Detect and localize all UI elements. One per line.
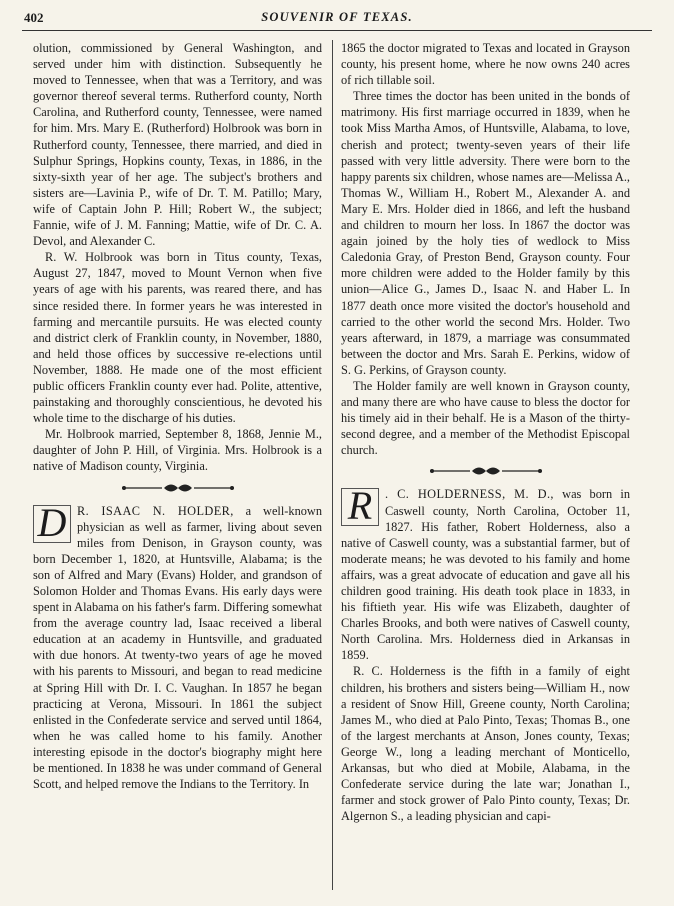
biography-name: . C. HOLDERNESS, M. D., [385, 487, 554, 502]
page-number: 402 [24, 10, 44, 25]
ornament-divider [426, 464, 546, 478]
header-rule [22, 30, 652, 31]
column-divider [332, 40, 333, 890]
drop-cap: R [341, 488, 379, 526]
biography-text: was born in Caswell county, North Carolina, October 11, 1827. His father, Robert Holderness, also a native of Caswell county, was a substantial farmer, but of moderate means; he was devoted to his family and home affairs, was a great advocate of education and gave all his children good training. His death took place in 1833, in his fiftieth year. His wife was Elizabeth, daughter of Charles Brooks, and both were natives of Caswell county, North Carolina. Mrs. Holderness died in Arkansas in 1859. [341, 487, 630, 663]
paragraph: 1865 the doctor migrated to Texas and located in Grayson county, his present home, where he now owns 240 acres of rich tillable soil. [341, 41, 630, 88]
biography-text: a well-known physician as well as farmer, living about seven miles from Denison, in Grayson county, was born December 1, 1820, at Huntsville, Alabama; is the son of Alfred and Mary (Evans) Holder, and grandson of Solomon Holder and Thomas Evans. His early days were spent in Alabama on his father's farm. Differing somewhat from the average country lad, Isaac received a liberal education at an academy in Huntsville, and graduated with due honors. At twenty-two years of age he moved with his parents to Missouri, and began to read medicine at Spring Hill with Dr. I. C. Vaughan. In 1857 he began practicing at Verona, Missouri. In 1861 the subject enlisted in the Confederate service and served until 1864, when he was called home to his family. Another interesting episode in the doctor's biography might here be mentioned. In 1838 he was under command of General Scott, and helped remove the Indians to the Territory. In [33, 503, 322, 792]
paragraph: R. W. Holbrook was born in Titus county, Texas, August 27, 1847, moved to Mount Vernon when five years of age with his parents, was reared there, and has since resided there. In former years he was interested in farming and mercantile pursuits. He was elected county and district clerk of Franklin county, in November, 1880, and held those offices by successive re-elections until November, 1888. He made one of the most efficient public officers Franklin county ever had. Polite, attentive, painstaking and thoroughly conscientious, he devoted his whole time to the discharge of his duties. [33, 250, 322, 426]
paragraph: Three times the doctor has been united in the bonds of matrimony. His first marriage occurred in 1839, when he took Miss Martha Amos, of Huntsville, Alabama, to love, cherish and protect; twenty-seven years of their life passed with very little adversity. There were born to the happy parents six children, whose names are—Melissa A., Thomas W., William H., Robert M., Alexander A. and Mary E. Mrs. Holder died in 1866, and left the husband and children to mourn her loss. In 1867 the doctor was again joined by the holy ties of wedlock to Miss Caledonia Gray, of Preston Bend, Grayson county. Four more children were added to the Holder family by this union—Alice G., James D., Isaac N. and Haber L. In 1877 death once more visited the doctor's household and carried to the other world the second Mrs. Holder. Two years afterward, in 1879, a marriage was consummated between the doctor and Mrs. Sarah E. Perkins, widow of S. G. Perkins, of Grayson county. [341, 89, 630, 377]
left-column [33, 40, 322, 896]
running-title: SOUVENIR OF TEXAS. [261, 10, 413, 24]
paragraph: olution, commissioned by General Washington, and served under him with distinction. Subsequently he moved to Tennessee, when that was a Territory, and was governor thereof several terms. Rutherford county, North Carolina, and Rutherford county, Tennessee, were named for him. Mrs. Mary E. (Rutherford) Holbrook was born in Rutherford county, Tennessee, there married, and died in Sulphur Springs, Hopkins county, Texas, in 1886, in the sixty-sixth year of her age. The subject's brothers and sisters are—Lavinia P., wife of Dr. T. M. Patillo; Mary, wife of Captain John P. Hill; Robert W., the subject; Fannie, wife of J. M. Fanning; Mattie, wife of Dr. C. A. Devol, and Alexander C. [33, 41, 322, 249]
paragraph: R. C. Holderness is the fifth in a family of eight children, his brothers and sisters being—William H., now a resident of Snow Hill, Greene county, North Carolina; James M., who died at Palo Pinto, Texas; Thomas B., one of the largest merchants at Anson, Jones county, Texas; George W., long a leading merchant of Monticello, Arkansas, but who died at Mobile, Alabama, in the Confederate service during the late war; Jonathan I., farmer and stock grower of Palo Pinto county, Texas; Dr. Algernon S., a leading physician and capi- [341, 664, 630, 824]
biography-paragraph [341, 483, 630, 663]
biography-name: R. ISAAC N. HOLDER, [77, 503, 234, 518]
biography-paragraph [33, 499, 322, 793]
page-header [22, 8, 652, 30]
paragraph: Mr. Holbrook married, September 8, 1868, Jennie M., daughter of John P. Hill, of Virginia. Mrs. Holbrook is a native of Madison county, Virginia. [33, 427, 322, 474]
right-column [341, 40, 630, 896]
paragraph: The Holder family are well known in Grayson county, and many there are who have cause to bless the doctor for his timely aid in their behalf. He is a Mason of the thirty-second degree, and a member of the Methodist Episcopal church. [341, 378, 630, 458]
ornament-divider [118, 481, 238, 495]
drop-cap: D [33, 505, 71, 543]
